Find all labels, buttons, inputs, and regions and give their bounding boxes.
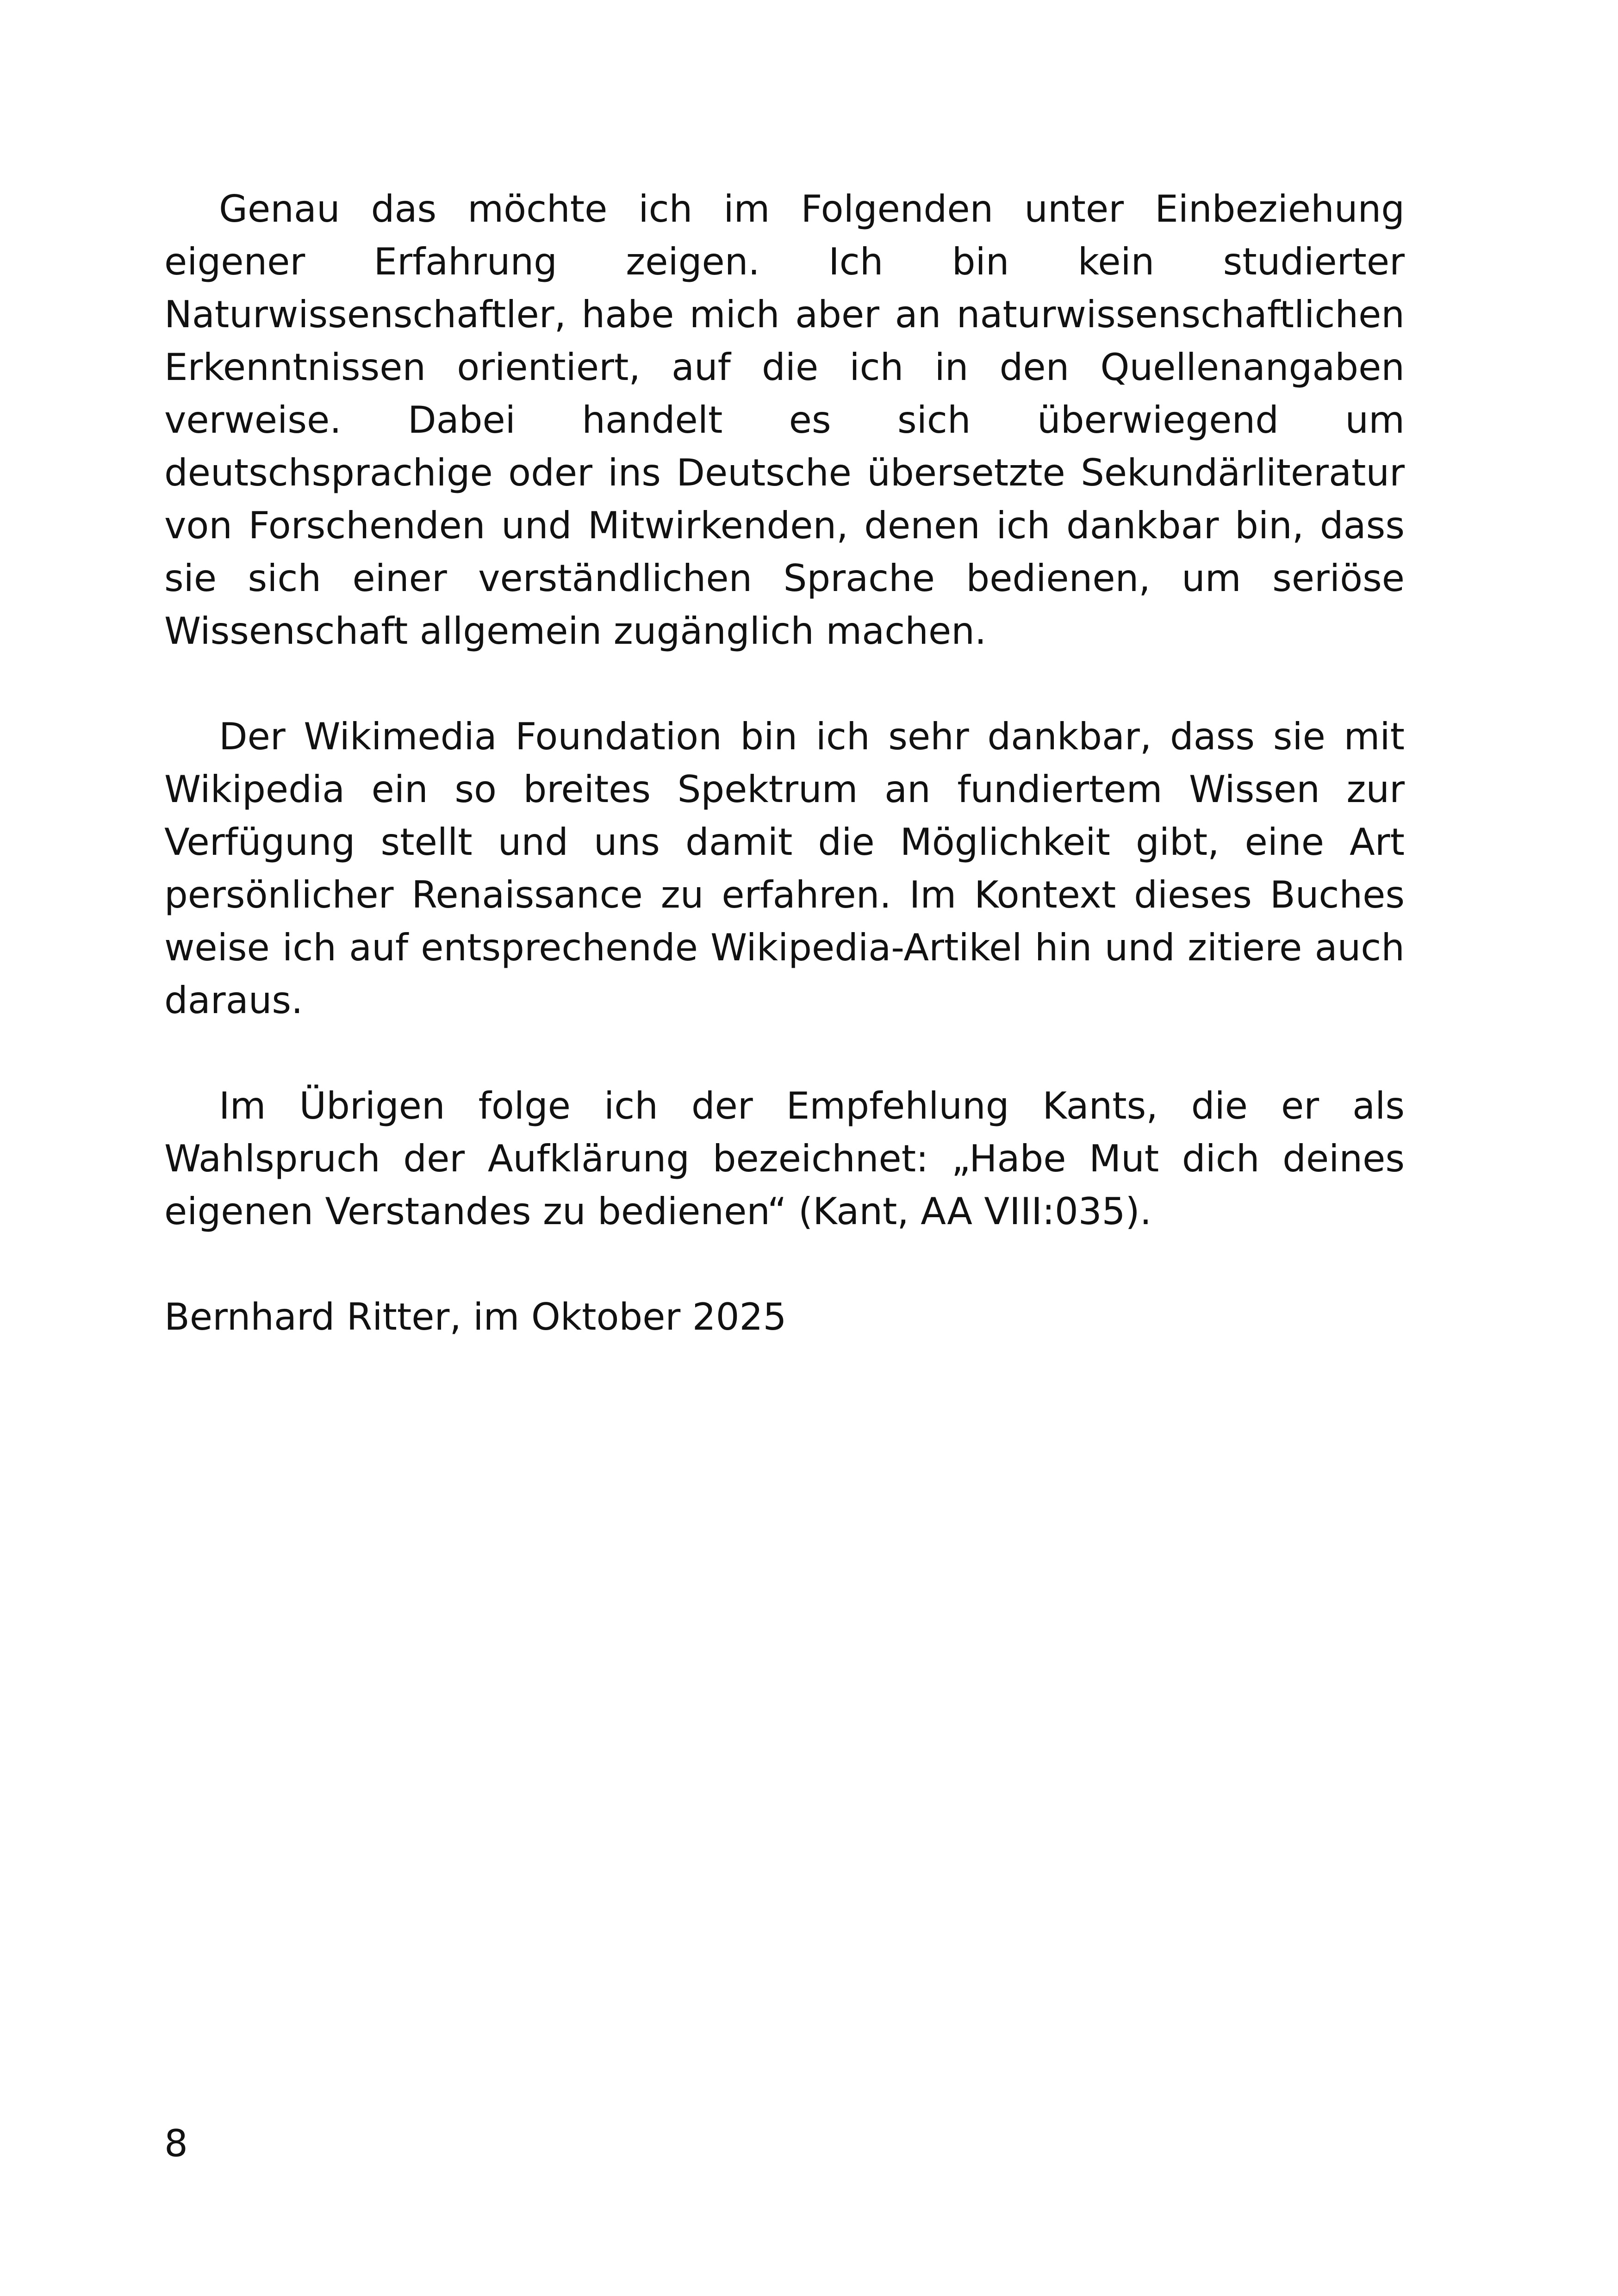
author-signature-line: Bernhard Ritter, im Oktober 2025 bbox=[164, 1295, 787, 1338]
paragraph-kant-quote: Im Übrigen folge ich der Empfehlung Kants, die er als Wahlspruch der Aufklärung bezeichnet: „Habe Mut dich deines eigenen Verstandes zu bedienen“ (Kant, AA VIII:035). bbox=[164, 1084, 1405, 1233]
paragraph-sources: Genau das möchte ich im Folgenden unter Einbeziehung eigener Erfahrung zeigen. Ich bin kein studierter Naturwissenschaftler, habe mich aber an naturwissenschaftlichen Erkenntnissen orientiert, auf die ich in den Quellenangaben verweise. Dabei handelt es sich überwiegend um deutschsprachige oder ins Deutsche übersetzte Sekundärliteratur von Forschenden und Mitwirkenden, denen ich dankbar bin, dass sie sich einer verständlichen Sprache bedienen, um seriöse Wissenschaft allgemein zugänglich machen. bbox=[164, 187, 1405, 653]
page-number: 8 bbox=[164, 2122, 188, 2165]
paragraph-wikimedia: Der Wikimedia Foundation bin ich sehr dankbar, dass sie mit Wikipedia ein so breites Spektrum an fundiertem Wissen zur Verfügung stellt und uns damit die Möglichkeit gibt, eine Art persönlicher Renaissance zu erfahren. Im Kontext dieses Buches weise ich auf entsprechende Wikipedia-Artikel hin und zitiere auch daraus. bbox=[164, 715, 1405, 1022]
body-text bbox=[164, 183, 1405, 1344]
